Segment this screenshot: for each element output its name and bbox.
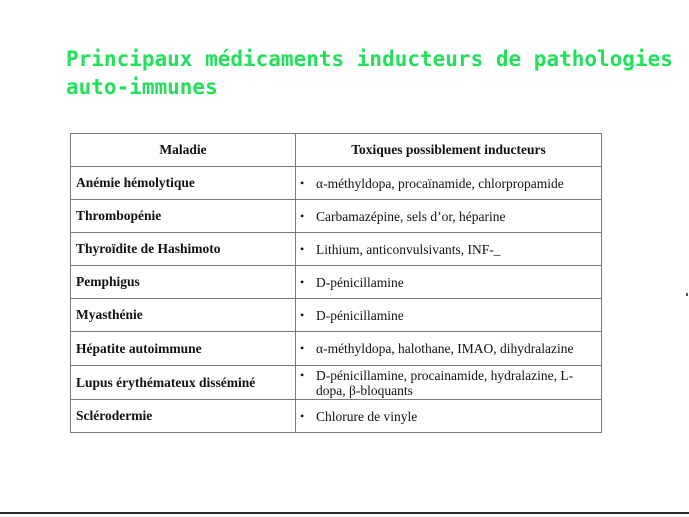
drug-list-text: D-pénicillamine, procainamide, hydralazine, L-dopa, β-bloquants bbox=[316, 367, 574, 398]
bullet-icon: • bbox=[300, 241, 305, 256]
disease-cell: Anémie hémolytique bbox=[71, 167, 296, 200]
slide-title bbox=[66, 45, 673, 101]
drug-induced-autoimmune-table bbox=[70, 133, 602, 433]
bullet-icon: • bbox=[300, 175, 305, 190]
table-row bbox=[71, 167, 602, 200]
drug-list-text: Lithium, anticonvulsivants, INF-_ bbox=[316, 241, 501, 257]
slide-title-line-1: Principaux médicaments inducteurs de pathologies bbox=[66, 47, 673, 71]
drug-list-item bbox=[300, 308, 595, 323]
drug-list-text: Carbamazépine, sels d’or, héparine bbox=[316, 208, 506, 224]
disease-cell: Lupus érythémateux disséminé bbox=[71, 366, 296, 400]
drug-list-item bbox=[300, 409, 595, 424]
table-header-row bbox=[71, 134, 602, 167]
drug-list-text: α-méthyldopa, halothane, IMAO, dihydralazine bbox=[316, 341, 574, 356]
disease-cell: Pemphigus bbox=[71, 266, 296, 299]
drug-list-text: Chlorure de vinyle bbox=[316, 408, 418, 424]
bullet-icon: • bbox=[300, 367, 305, 382]
bullet-icon: • bbox=[300, 307, 305, 322]
drug-list-item bbox=[300, 368, 595, 398]
edge-mark bbox=[686, 293, 688, 296]
slide-title-line-2: auto-immunes bbox=[66, 75, 218, 99]
disease-cell: Myasthénie bbox=[71, 299, 296, 332]
table-row bbox=[71, 266, 602, 299]
disease-cell: Thrombopénie bbox=[71, 200, 296, 233]
drug-list-text: α-méthyldopa, procaïnamide, chlorpropamide bbox=[316, 175, 564, 191]
table-row bbox=[71, 366, 602, 400]
column-header-disease: Maladie bbox=[71, 134, 296, 167]
table-row bbox=[71, 332, 602, 366]
drug-list-item bbox=[300, 176, 595, 191]
disease-cell: Thyroïdite de Hashimoto bbox=[71, 233, 296, 266]
drugs-cell bbox=[296, 233, 602, 266]
drug-list-text: D-pénicillamine bbox=[316, 274, 404, 290]
bottom-divider bbox=[0, 512, 689, 514]
drugs-cell bbox=[296, 266, 602, 299]
bullet-icon: • bbox=[300, 408, 305, 423]
table-row bbox=[71, 400, 602, 433]
drug-list-item bbox=[300, 341, 595, 356]
table-row bbox=[71, 200, 602, 233]
drug-list-item bbox=[300, 209, 595, 224]
column-header-drugs: Toxiques possiblement inducteurs bbox=[296, 134, 602, 167]
drug-list-item bbox=[300, 242, 595, 257]
drug-list-item bbox=[300, 275, 595, 290]
bullet-icon: • bbox=[300, 341, 305, 355]
table-row bbox=[71, 233, 602, 266]
drugs-cell bbox=[296, 200, 602, 233]
bullet-icon: • bbox=[300, 274, 305, 289]
drugs-cell bbox=[296, 167, 602, 200]
table-row bbox=[71, 299, 602, 332]
disease-cell: Hépatite autoimmune bbox=[71, 332, 296, 366]
drugs-cell bbox=[296, 332, 602, 366]
drugs-cell bbox=[296, 366, 602, 400]
drugs-cell bbox=[296, 299, 602, 332]
drug-list-text: D-pénicillamine bbox=[316, 307, 404, 323]
drugs-cell bbox=[296, 400, 602, 433]
disease-cell: Sclérodermie bbox=[71, 400, 296, 433]
bullet-icon: • bbox=[300, 208, 305, 223]
